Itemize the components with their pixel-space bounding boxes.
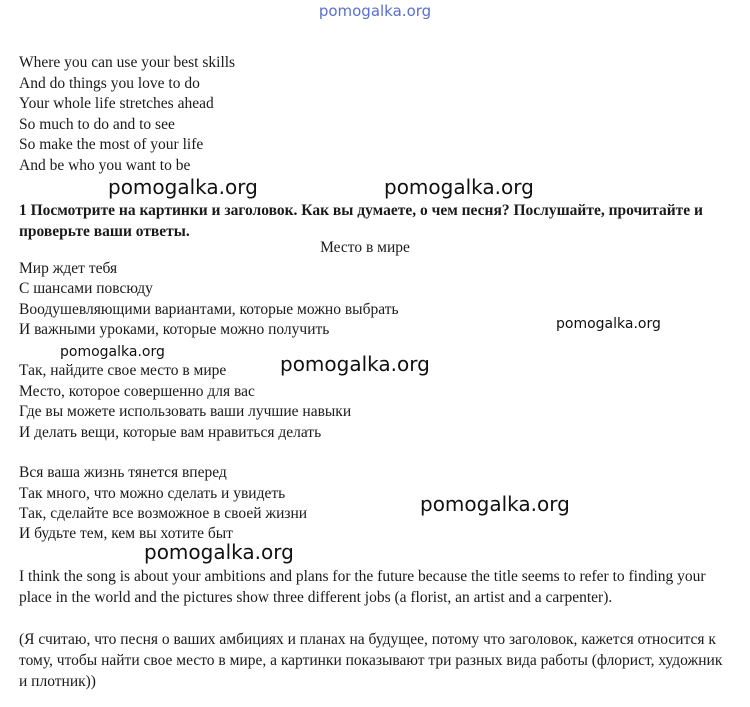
watermark-7: pomogalka.org [144, 540, 294, 564]
stanza3-line-3: Так, сделайте все возможное в своей жизни [19, 505, 308, 522]
task-heading: 1 Посмотрите на картинки и заголовок. Как вы думаете, о чем песня? Послушайте, прочитайте и проверьте ваши ответы. [19, 202, 703, 240]
watermark-4: pomogalka.org [60, 344, 165, 360]
answer-russian: (Я считаю, что песня о ваших амбициях и планах на будущее, потому что заголовок, кажется относится к тому, чтобы найти свое место в мире, а картинки показывают три разных вида работы (флорист, художник и плотник)) [19, 631, 723, 690]
stanza3-line-1: Вся ваша жизнь тянется вперед [19, 464, 227, 481]
stanza1-line-4: И важными уроками, которые можно получить [19, 321, 330, 338]
poem-line-1: Where you can use your best skills [19, 54, 236, 71]
stanza1-line-2: С шансами повсюду [19, 280, 153, 297]
poem-line-4: So much to do and to see [19, 116, 175, 133]
song-title: Место в мире [320, 239, 410, 256]
stanza3-line-2: Так много, что можно сделать и увидеть [19, 485, 286, 502]
stanza1-line-1: Мир ждет тебя [19, 260, 118, 277]
poem-line-3: Your whole life stretches ahead [19, 95, 214, 112]
stanza2-line-4: И делать вещи, которые вам нравиться делать [19, 424, 322, 441]
stanza1-line-3: Воодушевляющими вариантами, которые можно выбрать [19, 301, 399, 318]
watermark-1: pomogalka.org [108, 175, 258, 199]
watermark-2: pomogalka.org [384, 175, 534, 199]
stanza3-line-4: И будьте тем, кем вы хотите быт [19, 525, 233, 542]
poem-line-6: And be who you want to be [19, 157, 191, 174]
poem-line-2: And do things you love to do [19, 75, 200, 92]
watermark-3: pomogalka.org [556, 316, 661, 332]
answer-english: I think the song is about your ambitions and plans for the future because the title seems to refer to finding your place in the world and the pictures show three different jobs (a florist, an artist and a carpenter). [19, 568, 706, 606]
header-watermark[interactable]: pomogalka.org [318, 2, 432, 20]
stanza2-line-3: Где вы можете использовать ваши лучшие навыки [19, 403, 352, 420]
stanza2-line-2: Место, которое совершенно для вас [19, 383, 255, 400]
stanza2-line-1: Так, найдите свое место в мире [19, 362, 227, 379]
poem-line-5: So make the most of your life [19, 136, 204, 153]
watermark-5: pomogalka.org [280, 352, 430, 376]
watermark-6: pomogalka.org [420, 492, 570, 516]
